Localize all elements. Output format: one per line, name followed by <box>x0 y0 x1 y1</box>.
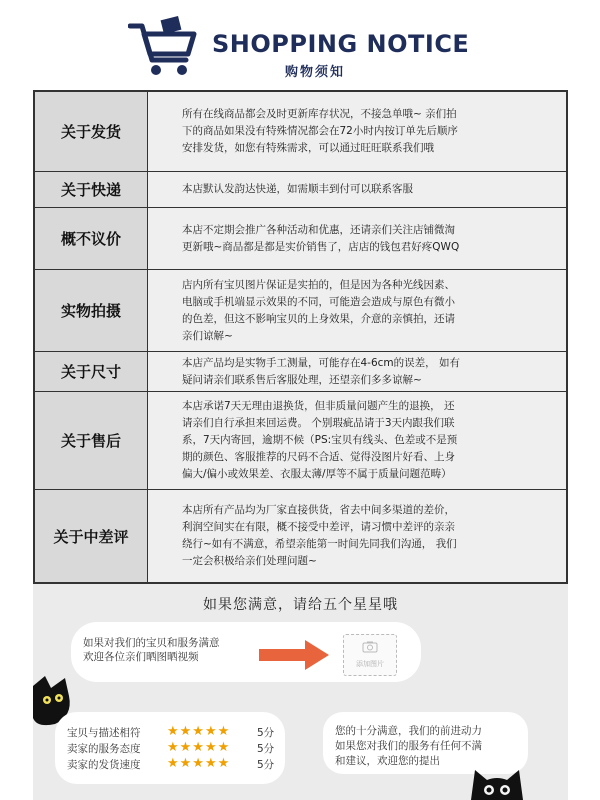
bubble-line: 如果您对我们的服务有任何不满 <box>335 740 482 752</box>
add-photo-box[interactable] <box>343 634 397 676</box>
rating-bubble <box>55 712 285 784</box>
notice-line: 疑问请亲们联系售后客服处理，还望亲们多多谅解~ <box>182 373 422 386</box>
notice-label: 关于发货 <box>35 92 148 171</box>
rating-row-service <box>67 740 287 756</box>
rating-score: 5分 <box>257 743 275 755</box>
notice-line: 系，7天内寄回，逾期不候（PS:宝贝有线头、色差或不是预 <box>182 434 458 446</box>
star-rating-icon: ★★★★★ <box>167 724 231 739</box>
notice-row-bad-review <box>35 490 566 582</box>
rating-label: 卖家的服务态度 <box>67 743 141 755</box>
notice-line: 请亲们自行承担来回运费。 个别瑕疵品请于3天内跟我们联 <box>182 417 455 429</box>
bubble-line: 欢迎各位亲们晒图晒视频 <box>83 651 199 663</box>
bubble-line: 您的十分满意，我们的前进动力 <box>335 725 482 737</box>
notice-line: 一定会积极给亲们处理问题~ <box>182 555 317 567</box>
feedback-text <box>335 724 482 769</box>
rating-row-delivery <box>67 756 287 772</box>
notice-content <box>148 352 566 391</box>
notice-row-after-sales <box>35 392 566 490</box>
notice-row-real-photos <box>35 270 566 352</box>
notice-label: 关于中差评 <box>35 490 148 582</box>
notice-row-express <box>35 172 566 208</box>
bubble-line: 如果对我们的宝贝和服务满意 <box>83 637 220 649</box>
notice-line: 下的商品如果没有特殊情况都会在72小时内按订单先后顺序 <box>182 125 458 137</box>
page-subtitle: 购物须知 <box>285 65 346 80</box>
rating-label: 宝贝与描述相符 <box>67 727 141 739</box>
arrow-right-icon <box>259 640 329 670</box>
notice-line: 本店所有产品均为厂家直接供货，省去中间多渠道的差价， <box>182 504 455 516</box>
notice-line: 亲们谅解~ <box>182 329 233 342</box>
add-photo-caption: 添加图片 <box>356 660 384 668</box>
notice-row-size <box>35 352 566 392</box>
notice-label: 关于快递 <box>35 172 148 207</box>
shopping-cart-icon <box>128 16 198 78</box>
notice-table <box>33 90 568 584</box>
notice-label: 实物拍摄 <box>35 270 148 351</box>
notice-line: 安排发货，如您有特殊需求，可以通过旺旺联系我们哦 <box>182 142 434 154</box>
notice-label: 关于售后 <box>35 392 148 489</box>
rating-list <box>67 724 287 772</box>
notice-line: 本店承诺7天无理由退换货，但非质量问题产生的退换， 还 <box>182 400 455 412</box>
notice-line: 店内所有宝贝图片保证是实拍的，但是因为各种光线因素、 <box>182 278 455 291</box>
review-invite-text <box>83 636 220 664</box>
notice-label: 概不议价 <box>35 208 148 269</box>
rating-score: 5分 <box>257 727 275 739</box>
notice-line: 更新哦~商品都是都是实价销售了，店店的钱包君好疼QWQ <box>182 240 460 253</box>
notice-content <box>148 172 566 207</box>
notice-line: 利润空间实在有限，概不接受中差评，请习惯中差评的亲亲 <box>182 521 455 533</box>
notice-label: 关于尺寸 <box>35 352 148 391</box>
notice-line: 电脑或手机端显示效果的不同，可能造会造成与原色有微小 <box>182 295 455 308</box>
camera-icon <box>362 641 378 653</box>
notice-line: 所有在线商品都会及时更新库存状况，不接急单哦~ 亲们拍 <box>182 108 457 120</box>
notice-content <box>148 392 566 489</box>
notice-line: 期的颜色、客服推荐的尺码不合适、觉得没图片好看、上身 <box>182 451 455 463</box>
rating-score: 5分 <box>257 759 275 771</box>
notice-line: 本店默认发韵达快递，如需顺丰到付可以联系客服 <box>182 183 413 195</box>
notice-line: 本店产品均是实物手工测量，可能存在4-6cm的误差， 如有 <box>182 356 460 369</box>
notice-row-shipping <box>35 92 566 172</box>
notice-content <box>148 92 566 171</box>
notice-content <box>148 270 566 351</box>
rating-label: 卖家的发货速度 <box>67 759 141 771</box>
notice-content <box>148 490 566 582</box>
black-cat-icon <box>467 762 527 800</box>
header <box>0 0 600 88</box>
notice-line: 本店不定期会推广各种活动和优惠，还请亲们关注店铺微淘 <box>182 223 455 236</box>
bubble-line: 和建议，欢迎您的提出 <box>335 755 440 767</box>
notice-line: 偏大/偏小或效果差、衣服太薄/厚等不属于质量问题范畴） <box>182 468 452 480</box>
star-rating-icon: ★★★★★ <box>167 756 231 771</box>
notice-line: 绕行~如有不满意，希望亲能第一时间先同我们沟通， 我们 <box>182 538 457 550</box>
notice-line: 的色差，但这不影响宝贝的上身效果，介意的亲慎拍，还请 <box>182 312 455 325</box>
rating-heading: 如果您满意，请给五个星星哦 <box>203 597 398 613</box>
rating-row-description <box>67 724 287 740</box>
notice-row-no-bargain <box>35 208 566 270</box>
rating-section <box>33 584 568 800</box>
star-rating-icon: ★★★★★ <box>167 740 231 755</box>
page-title: SHOPPING NOTICE <box>212 30 470 58</box>
notice-content <box>148 208 566 269</box>
